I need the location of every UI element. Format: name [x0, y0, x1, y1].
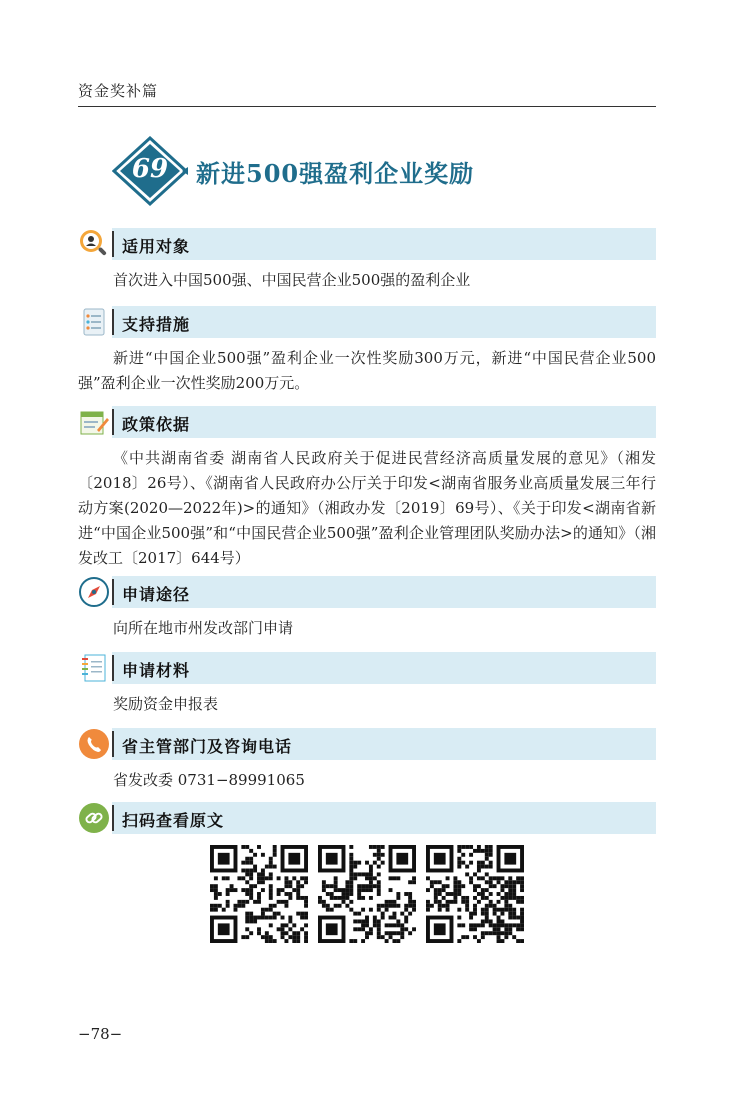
measures-body: 新进“中国企业500强”盈利企业一次性奖励300万元，新进“中国民营企业500强”盈利企业一次性奖励200万元。 [78, 349, 656, 392]
qr-code[interactable] [426, 845, 524, 943]
section-measures [78, 306, 656, 338]
section-target [78, 228, 656, 260]
phone-icon [78, 728, 110, 760]
edit-note-icon [78, 406, 110, 438]
section-label: 申请材料 [122, 661, 191, 680]
search-person-icon [78, 228, 110, 260]
qr-code[interactable] [318, 845, 416, 943]
section-channel [78, 576, 656, 608]
section-label: 申请途径 [122, 585, 191, 604]
materials-body: 奖励资金申报表 [113, 695, 219, 713]
section-policy [78, 406, 656, 438]
qr-code-row [210, 845, 530, 945]
section-label: 支持措施 [122, 315, 191, 334]
section-contact [78, 728, 656, 760]
compass-icon [78, 576, 110, 608]
badge-number: 69 [131, 154, 169, 184]
section-label: 省主管部门及咨询电话 [122, 737, 293, 756]
channel-body: 向所在地市州发改部门申请 [113, 619, 294, 637]
list-icon [78, 306, 110, 338]
notebook-icon [78, 652, 110, 684]
section-label: 扫码查看原文 [122, 811, 225, 830]
page-number: −78− [78, 1025, 123, 1043]
section-materials [78, 652, 656, 684]
link-icon [78, 802, 110, 834]
target-body: 首次进入中国500强、中国民营企业500强的盈利企业 [113, 271, 471, 289]
policy-body: 《中共湖南省委 湖南省人民政府关于促进民营经济高质量发展的意见》（湘发〔2018〕26号）、《湖南省人民政府办公厅关于印发<湖南省服务业高质量发展三年行动方案(2020—2022年)>的通知》（湘政办发〔2019〕69号）、《关于印发<湖南省新进“中国企业500强”和“中国民营企业500强”盈利企业管理团队奖励办法>的通知》（湘发改工〔2017〕644号） [78, 449, 656, 567]
section-label: 政策依据 [122, 415, 191, 434]
header-text: 资金奖补篇 [78, 82, 159, 100]
number-badge [112, 136, 188, 206]
section-label: 适用对象 [122, 237, 191, 256]
section-scan [78, 802, 656, 834]
page-title: 新进500强盈利企业奖励 [196, 159, 475, 188]
running-header [78, 80, 656, 107]
title-block [112, 136, 612, 206]
contact-body: 省发改委 0731−89991065 [113, 771, 305, 789]
qr-code[interactable] [210, 845, 308, 943]
